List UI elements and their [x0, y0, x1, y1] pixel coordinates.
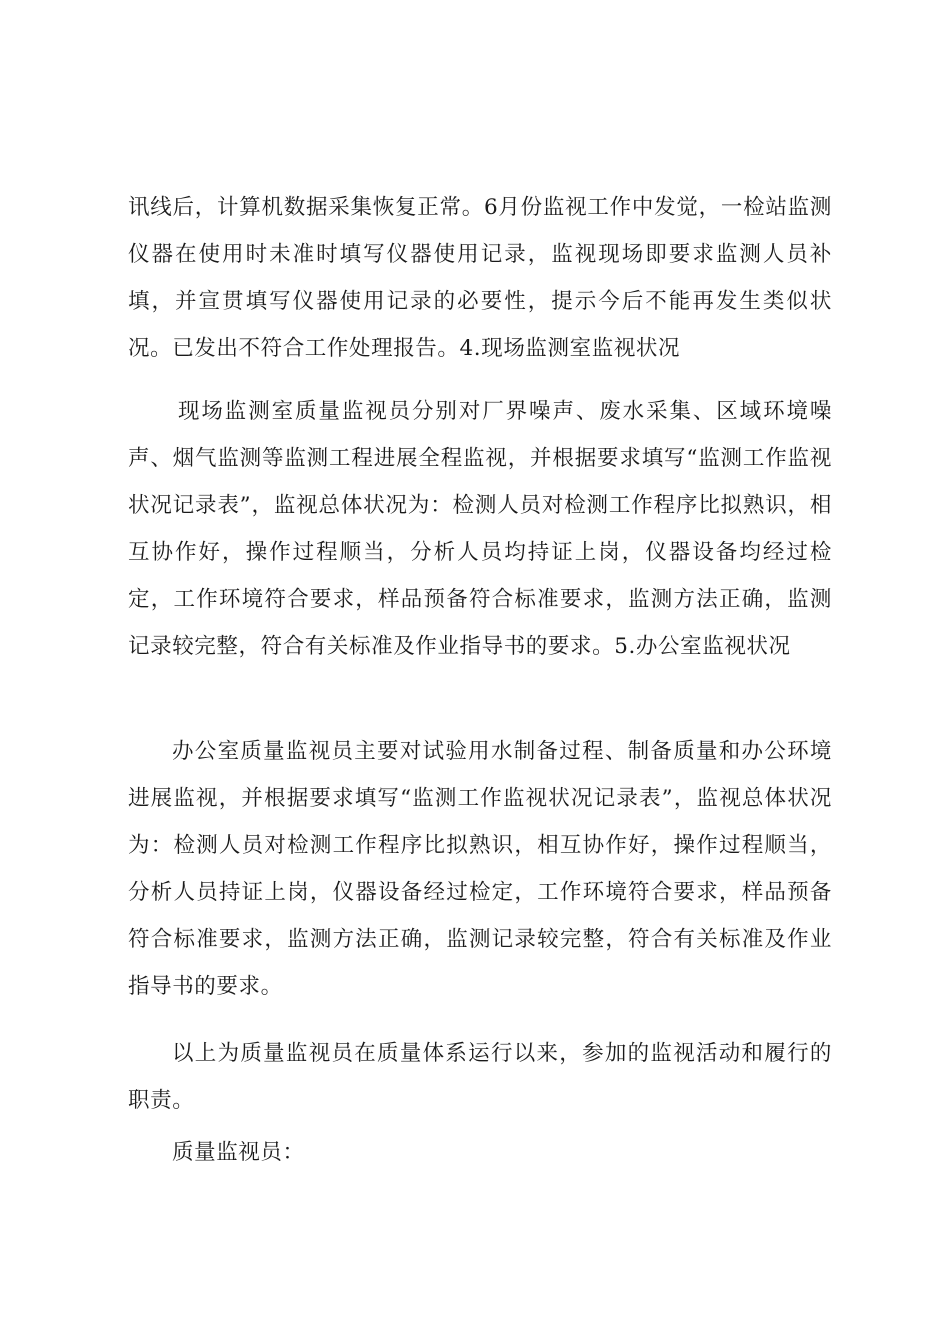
- signature-label: 质量监视员：: [172, 1140, 305, 1165]
- paragraph-field-lab-supervision: 现场监测室质量监视员分别对厂界噪声、废水采集、区域环境噪声、烟气监测等监测工程进展全程监视，并根据要求填写“监测工作监视状况记录表”，监视总体状况为：检测人员对检测工作程序比拟熟识，相互协作好，操作过程顺当，分析人员均持证上岗，仪器设备均经过检定，工作环境符合要求，样品预备符合标准要求，监测方法正确，监测记录较完整，符合有关标准及作业指导书的要求。5.办公室监视状况: [128, 399, 832, 659]
- paragraph-instrument-records: 讯线后，计算机数据采集恢复正常。6月份监视工作中发觉，一检站监测仪器在使用时未准时填写仪器使用记录，监视现场即要求监测人员补填，并宣贯填写仪器使用记录的必要性，提示今后不能再发生类似状况。已发出不符合工作处理报告。4.现场监测室监视状况: [128, 195, 832, 361]
- paragraph-summary: 以上为质量监视员在质量体系运行以来，参加的监视活动和履行的职责。: [128, 1041, 832, 1113]
- paragraph-office-supervision: 办公室质量监视员主要对试验用水制备过程、制备质量和办公环境进展监视，并根据要求填写“监测工作监视状况记录表”，监视总体状况为：检测人员对检测工作程序比拟熟识，相互协作好，操作过程顺当，分析人员持证上岗，仪器设备经过检定，工作环境符合要求，样品预备符合标准要求，监测方法正确，监测记录较完整，符合有关标准及作业指导书的要求。: [128, 739, 832, 999]
